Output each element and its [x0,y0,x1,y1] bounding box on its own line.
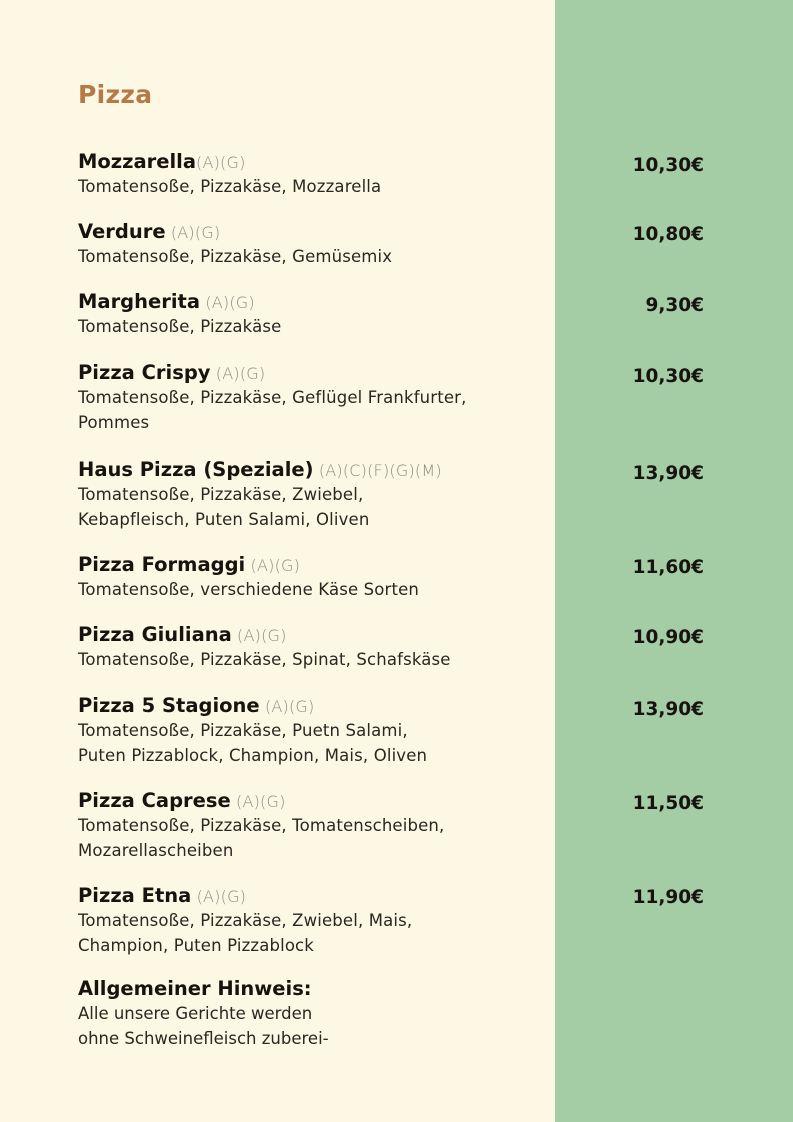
item-name: Margherita [78,290,201,313]
item-description-line: Puten Pizzablock, Champion, Mais, Oliven [78,745,428,765]
item-description [78,648,548,673]
item-price: 10,30€ [632,155,704,176]
note-line: ohne Schweinefleisch zuberei- [78,1028,329,1048]
note-text [78,1002,478,1051]
item-description-line: Tomatensoße, Pizzakäse, Zwiebel, [78,485,364,504]
menu-item-mozzarella [78,149,548,200]
note-title: Allgemeiner Hinweis: [78,977,312,1000]
item-price: 10,80€ [632,224,704,245]
item-description-line: Tomatensoße, Pizzakäse, Gemüsemix [78,247,393,266]
item-description-line: Kebapfleisch, Puten Salami, Oliven [78,509,370,529]
item-description-line: Tomatensoße, Pizzakäse, Tomatenscheiben, [78,816,445,835]
item-allergens: (A)(G) [230,792,286,811]
menu-item-pizza-5-stagione [78,693,548,768]
item-description [78,245,548,270]
item-price: 10,30€ [632,366,704,387]
section-title: Pizza [78,80,153,109]
item-description [78,315,548,340]
item-allergens: (A)(G) [196,153,246,172]
item-name: Pizza Caprese [78,789,231,812]
menu-item-pizza-formaggi [78,552,548,603]
item-name: Pizza Formaggi [78,553,246,576]
menu-item-pizza-etna [78,883,548,958]
item-allergens: (A)(G) [165,223,221,242]
item-description [78,386,548,435]
item-allergens: (A)(G) [210,364,266,383]
item-description-line: Tomatensoße, Pizzakäse, Mozzarella [78,177,382,196]
menu-item-haus-pizza [78,457,548,532]
item-description [78,578,548,603]
item-price: 9,30€ [645,295,704,316]
item-description-line: Champion, Puten Pizzablock [78,935,314,955]
item-price: 11,50€ [632,793,704,814]
menu-item-pizza-giuliana [78,622,548,673]
item-name: Pizza 5 Stagione [78,694,260,717]
item-description-line: Tomatensoße, Pizzakäse, Puetn Salami, [78,721,408,740]
item-price: 10,90€ [632,627,704,648]
item-allergens: (A)(G) [191,887,247,906]
item-allergens: (A)(G) [245,556,301,575]
item-description-line: Tomatensoße, Pizzakäse, Geflügel Frankfurter, [78,388,467,407]
item-name: Haus Pizza (Speziale) [78,458,314,481]
item-allergens: (A)(G) [231,626,287,645]
item-allergens: (A)(G) [259,697,315,716]
item-description-line: Tomatensoße, Pizzakäse [78,317,282,336]
item-name: Mozzarella [78,150,197,173]
item-description-line: Mozarellascheiben [78,840,234,860]
menu-item-pizza-crispy [78,360,548,435]
item-allergens: (A)(G) [200,293,255,312]
item-price: 13,90€ [632,463,704,484]
menu-item-margherita [78,289,548,340]
item-name: Pizza Etna [78,884,192,907]
item-description [78,719,548,768]
note-line: Alle unsere Gerichte werden [78,1004,313,1023]
item-name: Pizza Crispy [78,361,211,384]
item-price: 13,90€ [632,699,704,720]
item-description [78,909,548,958]
item-price: 11,90€ [632,887,704,908]
item-name: Pizza Giuliana [78,623,232,646]
item-description-line: Tomatensoße, verschiedene Käse Sorten [78,580,420,599]
item-name: Verdure [78,220,166,243]
item-description [78,175,548,200]
item-description-line: Tomatensoße, Pizzakäse, Zwiebel, Mais, [78,911,413,930]
item-price: 11,60€ [632,557,704,578]
item-description-line: Tomatensoße, Pizzakäse, Spinat, Schafskäse [78,650,451,669]
general-note [78,976,478,1051]
item-allergens: (A)(C)(F)(G)(M) [313,461,442,480]
item-description-line: Pommes [78,412,150,432]
menu-item-verdure [78,219,548,270]
menu-item-pizza-caprese [78,788,548,863]
item-description [78,814,548,863]
item-description [78,483,548,532]
